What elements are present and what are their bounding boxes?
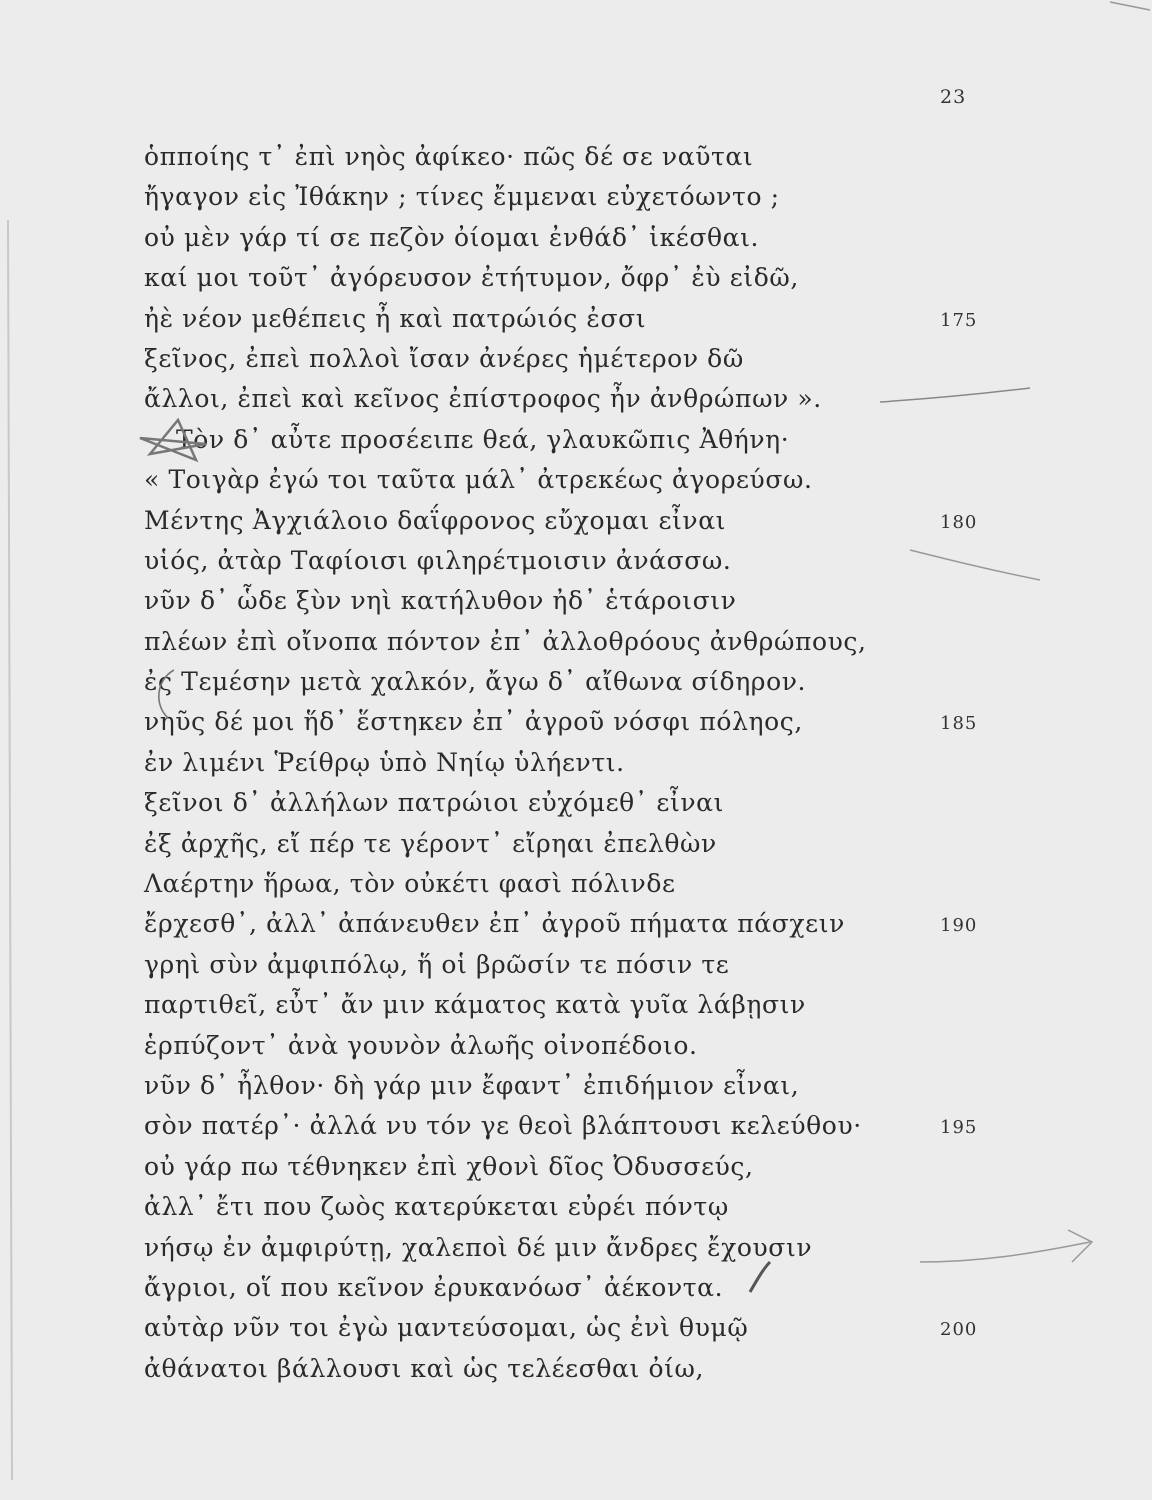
verse-text: Λαέρτην ἥρωα, τὸν οὐκέτι φασὶ πόλινδε [144,869,676,899]
verse-line [144,299,1124,339]
margin-stroke-icon [8,220,12,1480]
verse-text: Τὸν δ᾽ αὖτε προσέειπε θεά, γλαυκῶπις Ἀθήνη· [176,424,790,454]
verse-text: ξεῖνοι δ᾽ ἀλλήλων πατρώιοι εὐχόμεθ᾽ εἶναι [144,788,725,818]
verse-text: νῦν δ᾽ ὧδε ξὺν νηὶ κατήλυθον ἠδ᾽ ἑτάροισιν [144,586,737,616]
verse-text: ἀλλ᾽ ἔτι που ζωὸς κατερύκεται εὐρέι πόντῳ [144,1192,729,1222]
verse-line [144,1349,1124,1389]
verse-text: « Τοιγὰρ ἐγώ τοι ταῦτα μάλ᾽ ἀτρεκέως ἀγορεύσω. [144,465,813,495]
line-number: 195 [940,1117,978,1139]
verse-text: καί μοι τοῦτ᾽ ἀγόρευσον ἐτήτυμον, ὄφρ᾽ ἐὺ εἰδῶ, [144,263,799,293]
verse-text: ἄλλοι, ἐπεὶ καὶ κεῖνος ἐπίστροφος ἦν ἀνθρώπων ». [144,384,822,414]
verse-line [144,945,1124,985]
verse-line [144,864,1124,904]
verse-line [144,824,1124,864]
verse-text: νῦν δ᾽ ἦλθον· δὴ γάρ μιν ἔφαντ᾽ ἐπιδήμιον εἶναι, [144,1070,800,1100]
verse-block [144,137,1124,1389]
verse-line [144,460,1124,500]
verse-text: ἤγαγον εἰς Ἰθάκην ; τίνες ἔμμεναι εὐχετόωντο ; [144,182,780,212]
verse-text: ἄγριοι, οἵ που κεῖνον ἐρυκανόωσ᾽ ἀέκοντα. [144,1272,724,1302]
verse-text: οὐ μὲν γάρ τί σε πεζὸν ὀίομαι ἐνθάδ᾽ ἱκέσθαι. [144,222,760,252]
verse-line [144,541,1124,581]
verse-text: υἱός, ἀτὰρ Ταφίοισι φιληρέτμοισιν ἀνάσσω. [144,545,732,575]
verse-text: ἔρχεσθ᾽, ἀλλ᾽ ἀπάνευθεν ἐπ᾽ ἀγροῦ πήματα πάσχειν [144,909,845,939]
verse-text: σὸν πατέρ᾽· ἀλλά νυ τόν γε θεοὶ βλάπτουσι κελεύθου· [144,1111,862,1141]
verse-text: νηῦς δέ μοι ἥδ᾽ ἕστηκεν ἐπ᾽ ἀγροῦ νόσφι πόληος, [144,707,803,737]
verse-line [144,258,1124,298]
verse-text: πλέων ἐπὶ οἴνοπα πόντον ἐπ᾽ ἀλλοθρόους ἀνθρώπους, [144,626,867,656]
page-number: 23 [940,86,967,108]
verse-line [144,1187,1124,1227]
verse-line [144,379,1124,419]
verse-line [144,177,1124,217]
verse-text: αὐτὰρ νῦν τοι ἐγὼ μαντεύσομαι, ὡς ἐνὶ θυμῷ [144,1313,749,1343]
verse-text: νήσῳ ἐν ἀμφιρύτῃ, χαλεποὶ δέ μιν ἄνδρες ἔχουσιν [144,1232,813,1262]
line-number: 185 [940,713,978,735]
verse-line [144,743,1124,783]
verse-line [144,1106,1124,1146]
verse-text: ἐν λιμένι Ῥείθρῳ ὑπὸ Νηίῳ ὑλήεντι. [144,747,625,777]
verse-line [144,985,1124,1025]
verse-text: Μέντης Ἀγχιάλοιο δαΐφρονος εὔχομαι εἶναι [144,505,727,535]
corner-line-icon [1110,2,1150,10]
verse-text: ὁπποίης τ᾽ ἐπὶ νηὸς ἀφίκεο· πῶς δέ σε ναῦται [144,142,754,171]
verse-text: ἀθάνατοι βάλλουσι καὶ ὡς τελέεσθαι ὀίω, [144,1353,705,1383]
verse-line [144,662,1124,702]
verse-line [144,218,1124,258]
line-number: 190 [940,915,978,937]
verse-line [144,137,1124,177]
verse-line [144,339,1124,379]
verse-line [144,1268,1124,1308]
verse-text: γρηὶ σὺν ἀμφιπόλῳ, ἥ οἱ βρῶσίν τε πόσιν τε [144,949,730,979]
verse-text: ἐξ ἀρχῆς, εἴ πέρ τε γέροντ᾽ εἴρηαι ἐπελθὼν [144,828,717,858]
verse-line [144,1147,1124,1187]
verse-line [144,1228,1124,1268]
verse-line [144,904,1124,944]
verse-line [144,420,1124,460]
verse-text: ἐς Τεμέσην μετὰ χαλκόν, ἄγω δ᾽ αἴθωνα σίδηρον. [144,667,807,697]
line-number: 180 [940,511,978,533]
verse-text: παρτιθεῖ, εὖτ᾽ ἄν μιν κάματος κατὰ γυῖα λάβῃσιν [144,990,806,1020]
line-number: 200 [940,1319,978,1341]
verse-line [144,1026,1124,1066]
verse-line [144,622,1124,662]
verse-line [144,501,1124,541]
verse-line [144,783,1124,823]
verse-line [144,702,1124,742]
verse-line [144,1308,1124,1348]
line-number: 175 [940,309,978,331]
verse-text: ἠὲ νέον μεθέπεις ἦ καὶ πατρώιός ἐσσι [144,303,647,333]
verse-text: ξεῖνος, ἐπεὶ πολλοὶ ἴσαν ἀνέρες ἡμέτερον δῶ [144,343,744,373]
verse-text: ἑρπύζοντ᾽ ἀνὰ γουνὸν ἀλωῆς οἰνοπέδοιο. [144,1030,698,1060]
verse-text: οὐ γάρ πω τέθνηκεν ἐπὶ χθονὶ δῖος Ὀδυσσεύς, [144,1151,754,1181]
verse-line [144,1066,1124,1106]
verse-line [144,581,1124,621]
